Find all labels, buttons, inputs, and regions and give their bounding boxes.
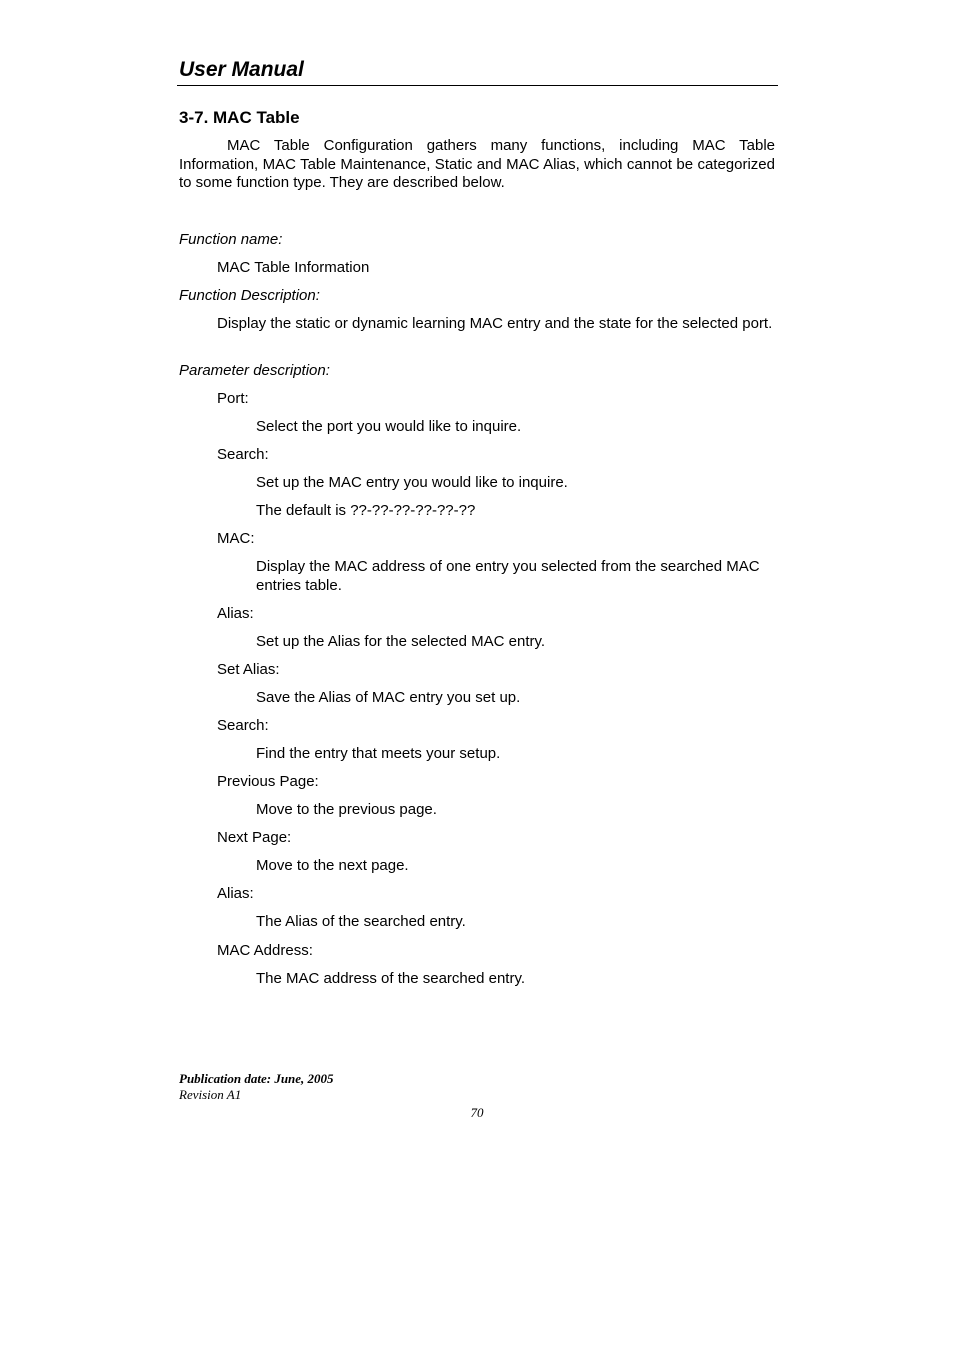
- param-name: Search:: [217, 717, 269, 734]
- param-description: Set up the Alias for the selected MAC entry.: [256, 633, 546, 650]
- param-description: Set up the MAC entry you would like to inquire.: [256, 474, 568, 491]
- param-name: Previous Page:: [217, 773, 319, 790]
- section-title: 3-7. MAC Table: [179, 108, 300, 127]
- section-intro: MAC Table Configuration gathers many functions, including MAC Table Information, MAC Table Maintenance, Static and MAC Alias, which cannot be categorized to some function type. They are described below.: [179, 137, 775, 191]
- param-name: MAC:: [217, 530, 255, 547]
- param-description: Move to the next page.: [256, 857, 409, 874]
- function-name: MAC Table Information: [217, 259, 370, 276]
- param-description: Save the Alias of MAC entry you set up.: [256, 689, 521, 706]
- revision: Revision A1: [179, 1087, 242, 1102]
- param-name: Alias:: [217, 605, 254, 622]
- param-description: Select the port you would like to inquire.: [256, 418, 522, 435]
- page-number: 70: [470, 1105, 484, 1120]
- publication-date: Publication date: June, 2005: [179, 1071, 334, 1086]
- param-description: The default is ??-??-??-??-??-??: [256, 502, 476, 519]
- param-name: Port:: [217, 390, 249, 407]
- function-name-label: Function name:: [179, 231, 283, 248]
- param-name: Set Alias:: [217, 661, 280, 678]
- header-title: User Manual: [179, 58, 304, 81]
- param-description: Move to the previous page.: [256, 801, 437, 818]
- header-rule: [177, 85, 778, 86]
- parameter-description-label: Parameter description:: [179, 362, 330, 379]
- param-description: Display the MAC address of one entry you selected from the searched MAC entries table.: [256, 558, 760, 594]
- function-description: Display the static or dynamic learning MAC entry and the state for the selected port.: [217, 315, 773, 332]
- param-name: Next Page:: [217, 829, 292, 846]
- param-name: MAC Address:: [217, 942, 313, 959]
- param-description: Find the entry that meets your setup.: [256, 745, 501, 762]
- param-name: Search:: [217, 446, 269, 463]
- param-name: Alias:: [217, 885, 254, 902]
- param-description: The Alias of the searched entry.: [256, 913, 466, 930]
- function-description-label: Function Description:: [179, 287, 320, 304]
- param-description: The MAC address of the searched entry.: [256, 970, 526, 987]
